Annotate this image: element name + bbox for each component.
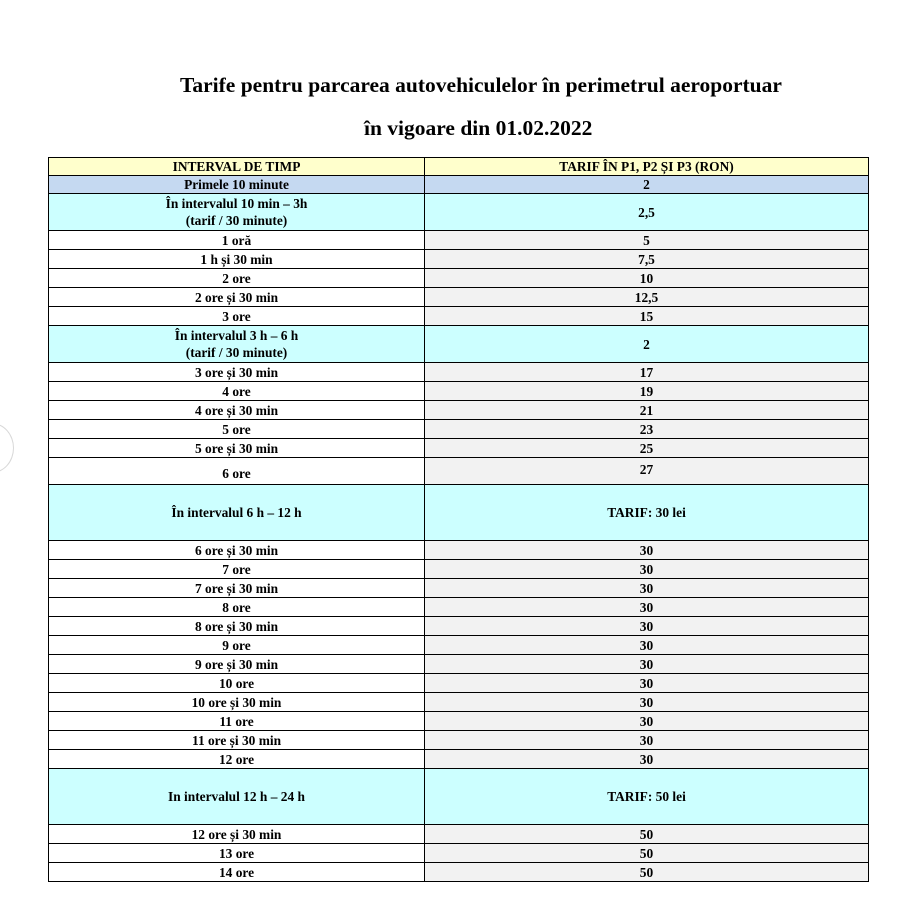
row-label: 4 ore — [49, 382, 425, 401]
row-value: 50 — [425, 825, 869, 844]
table-row — [49, 250, 869, 269]
table-row — [49, 363, 869, 382]
table-row-interval — [49, 485, 869, 541]
table-row — [49, 825, 869, 844]
row-label: 8 ore și 30 min — [49, 617, 425, 636]
table-row — [49, 401, 869, 420]
table-row — [49, 541, 869, 560]
table-row — [49, 712, 869, 731]
row-label: 3 ore și 30 min — [49, 363, 425, 382]
row-value: 17 — [425, 363, 869, 382]
table-row — [49, 439, 869, 458]
row-label-line1: În intervalul 10 min – 3h — [165, 196, 308, 211]
row-label: 6 ore — [49, 458, 425, 485]
table-row — [49, 176, 869, 194]
table-row — [49, 288, 869, 307]
row-label: 7 ore — [49, 560, 425, 579]
table-row — [49, 269, 869, 288]
row-label: 4 ore și 30 min — [49, 401, 425, 420]
row-label: 14 ore — [49, 863, 425, 882]
row-value: 2 — [425, 176, 869, 194]
edge-handle[interactable] — [0, 423, 14, 473]
row-value: 2,5 — [425, 194, 869, 231]
row-label: 1 oră — [49, 231, 425, 250]
row-value: 2 — [425, 326, 869, 363]
table-row — [49, 674, 869, 693]
row-value: 19 — [425, 382, 869, 401]
row-label: 12 ore — [49, 750, 425, 769]
row-value: 30 — [425, 636, 869, 655]
column-header-tarif: TARIF ÎN P1, P2 ȘI P3 (RON) — [425, 158, 869, 176]
table-row — [49, 693, 869, 712]
table-row — [49, 420, 869, 439]
row-value: 7,5 — [425, 250, 869, 269]
row-label: 5 ore și 30 min — [49, 439, 425, 458]
table-row — [49, 636, 869, 655]
row-label — [49, 326, 425, 363]
row-value: 30 — [425, 750, 869, 769]
row-value: 27 — [425, 458, 869, 485]
row-label-line2: (tarif / 30 minute) — [185, 345, 288, 360]
table-row — [49, 731, 869, 750]
row-label: 9 ore și 30 min — [49, 655, 425, 674]
row-label — [49, 194, 425, 231]
row-label: În intervalul 6 h – 12 h — [49, 485, 425, 541]
row-value: 50 — [425, 863, 869, 882]
table-row — [49, 617, 869, 636]
table-row — [49, 382, 869, 401]
row-label: 12 ore și 30 min — [49, 825, 425, 844]
row-label: 8 ore — [49, 598, 425, 617]
table-row — [49, 750, 869, 769]
row-label-line1: În intervalul 3 h – 6 h — [174, 328, 299, 343]
table-row-interval — [49, 769, 869, 825]
table-row — [49, 598, 869, 617]
row-label: 2 ore — [49, 269, 425, 288]
row-value: TARIF: 50 lei — [425, 769, 869, 825]
row-value: 30 — [425, 674, 869, 693]
row-label-line2: (tarif / 30 minute) — [185, 213, 288, 228]
row-value: 21 — [425, 401, 869, 420]
table-row — [49, 579, 869, 598]
row-value: 30 — [425, 598, 869, 617]
row-value: 25 — [425, 439, 869, 458]
page-subtitle: în vigoare din 01.02.2022 — [364, 116, 593, 140]
row-value: 30 — [425, 731, 869, 750]
row-label: 11 ore — [49, 712, 425, 731]
row-value: 30 — [425, 560, 869, 579]
page-title: Tarife pentru parcarea autovehiculelor în perimetrul aeroportuar — [180, 73, 782, 97]
row-label: 10 ore — [49, 674, 425, 693]
tariff-table — [48, 157, 869, 882]
table-row-interval — [49, 326, 869, 363]
row-value: TARIF: 30 lei — [425, 485, 869, 541]
row-value: 30 — [425, 693, 869, 712]
row-value: 30 — [425, 712, 869, 731]
row-value: 30 — [425, 579, 869, 598]
row-value: 10 — [425, 269, 869, 288]
row-value: 23 — [425, 420, 869, 439]
row-value: 12,5 — [425, 288, 869, 307]
table-row — [49, 655, 869, 674]
row-label: 11 ore și 30 min — [49, 731, 425, 750]
row-label: 3 ore — [49, 307, 425, 326]
table-row — [49, 231, 869, 250]
row-label: Primele 10 minute — [49, 176, 425, 194]
table-row — [49, 844, 869, 863]
row-value: 30 — [425, 655, 869, 674]
row-value: 15 — [425, 307, 869, 326]
table-row — [49, 863, 869, 882]
row-value: 5 — [425, 231, 869, 250]
column-header-interval: INTERVAL DE TIMP — [49, 158, 425, 176]
row-label: 10 ore și 30 min — [49, 693, 425, 712]
row-label: 13 ore — [49, 844, 425, 863]
table-row — [49, 560, 869, 579]
row-label: In intervalul 12 h – 24 h — [49, 769, 425, 825]
table-row — [49, 307, 869, 326]
row-label: 2 ore și 30 min — [49, 288, 425, 307]
row-label: 1 h și 30 min — [49, 250, 425, 269]
table-header-row — [49, 158, 869, 176]
row-value: 30 — [425, 541, 869, 560]
row-label: 9 ore — [49, 636, 425, 655]
row-value: 30 — [425, 617, 869, 636]
table-row — [49, 458, 869, 485]
row-label: 6 ore și 30 min — [49, 541, 425, 560]
row-label: 5 ore — [49, 420, 425, 439]
row-value: 50 — [425, 844, 869, 863]
table-row-interval — [49, 194, 869, 231]
row-label: 7 ore și 30 min — [49, 579, 425, 598]
